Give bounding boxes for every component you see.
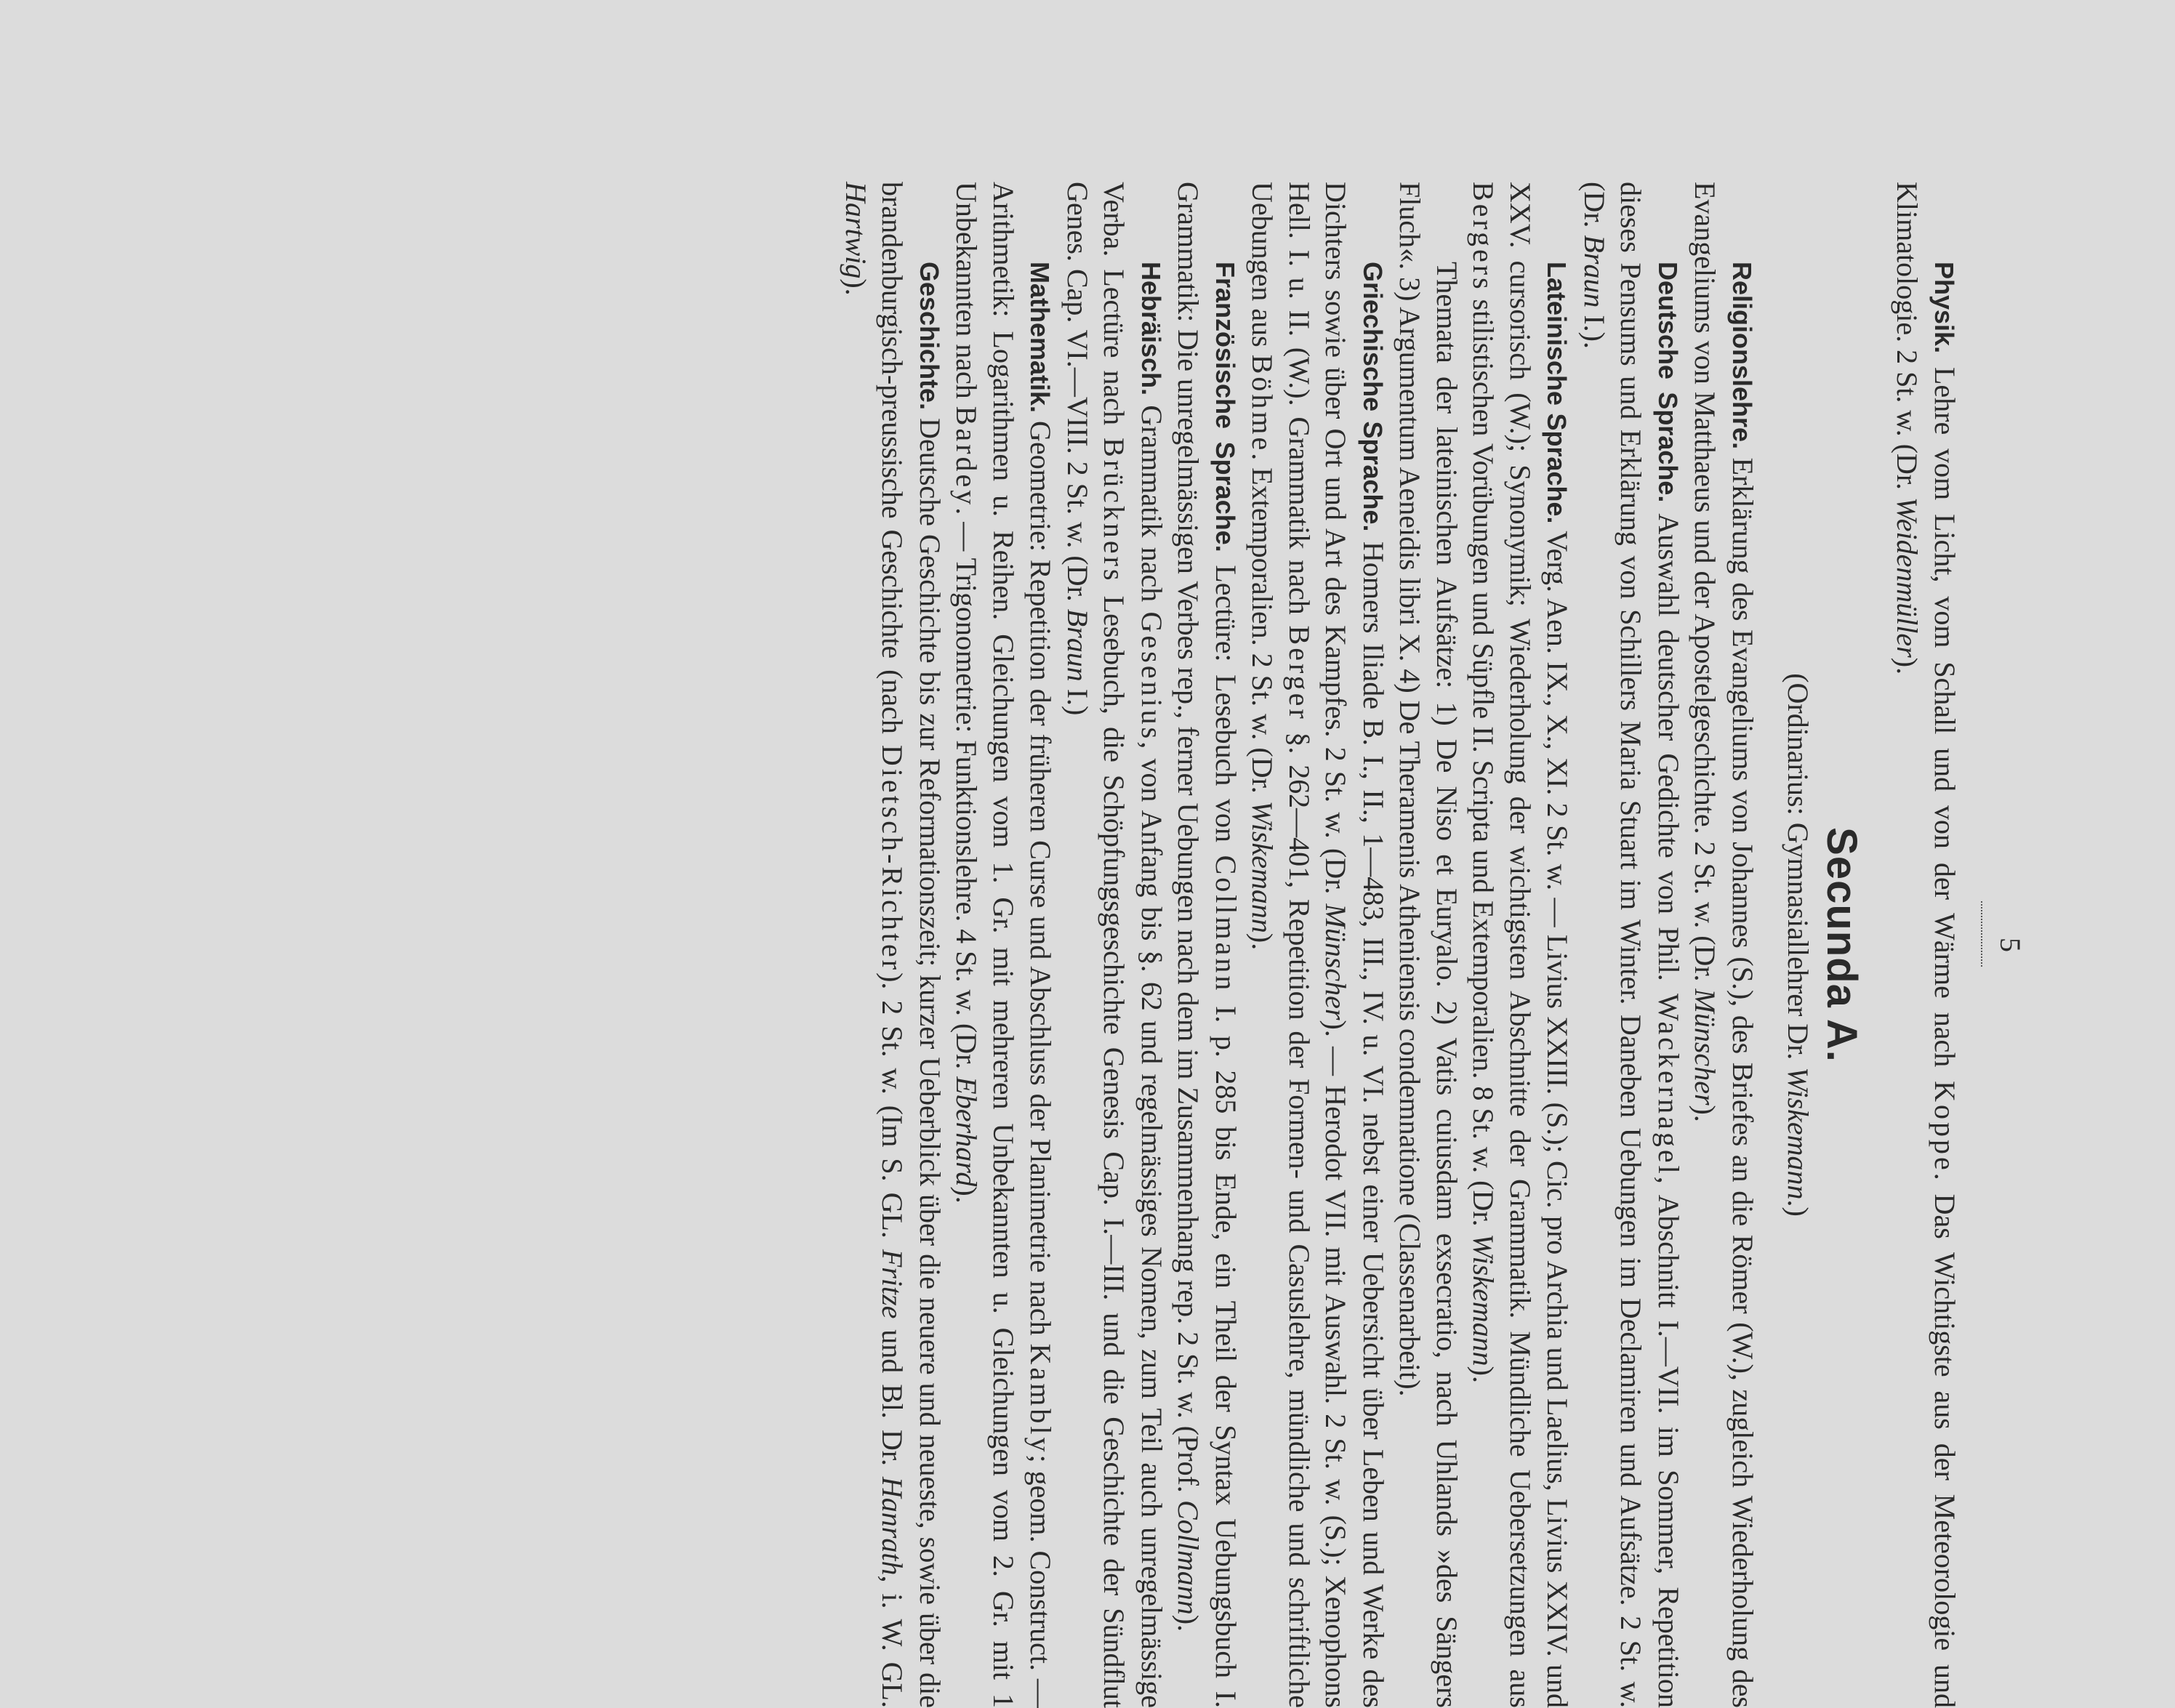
geschichte-heading: Geschichte.: [914, 262, 944, 411]
griechisch-paragraph: Griechische Sprache. Homers Iliade B. I., II., 1—483, III., IV. u. VI. nebst einer Uebersicht über Leben und Werke des Dichters sowie über Ort und Art des Kampfes. 2 St. w. (Dr. Münscher). — Herodot VII. mit Auswahl. 2 St. w. (S.); Xenophons Hell. I. u. II. (W.). Grammatik nach Berger §. 262—401, Repetition der Formen- und Casuslehre, mündliche und schriftliche Uebungen aus Böhme. Extemporalien. 2 St. w. (Dr. Wiskemann).: [1246, 182, 1390, 1708]
subjects-body: [837, 182, 1761, 1708]
deutsch-paragraph: Deutsche Sprache. Auswahl deutscher Gedichte von Phil. Wackernagel, Abschnitt I.—VII. im Sommer, Repetition dieses Pensums und Erklärung von Schillers Maria Stuart im Winter. Daneben Uebungen im Declamiren und Aufsätze. 2 St. w. (Dr. Braun I.).: [1578, 182, 1685, 1708]
mathematik-heading: Mathematik.: [1025, 262, 1056, 414]
geschichte-paragraph: Geschichte. Deutsche Geschichte bis zur Reformationszeit; kurzer Ueberblick über die neuere und neueste, sowie über die brandenburgisch-preussische Geschichte (nach Dietsch-Richter). 2 St. w. (Im S. GL. Fritze und Bl. Dr. Hanrath, i. W. GL. Hartwig).: [840, 182, 946, 1708]
folio-divider: [1981, 901, 1982, 967]
griechisch-heading: Griechische Sprache.: [1358, 262, 1388, 532]
latein-paragraph: Lateinische Sprache. Verg. Aen. IX., X., XI. 2 St. w. — Livius XXIII. (S.); Cic. pro Archia und Laelius, Livius XXIV. und XXV. cursorisch (W.); Synonymik; Wiederholung der wichtigsten Abschnitte der Grammatik. Mündliche Uebersetzungen aus Bergers stilistischen Vorübungen und Süpfle II. Scripta und Extemporalien. 8 St. w. (Dr. Wiskemann).: [1467, 182, 1575, 1708]
page-number: 5: [1994, 938, 2027, 952]
section-header: [1780, 182, 1868, 1708]
franzoesisch-paragraph: Französische Sprache. Lectüre: Lesebuch von Collmann I. p. 285 bis Ende, ein Theil der Syntax Uebungsbuch I. Grammatik: Die unregelmässigen Verbes rep., ferner Uebungen nach dem im Zusammenhang rep. 2 St. w. (Prof. Collmann).: [1172, 182, 1242, 1708]
ordinarius-line: (Ordinarius: Gymnasiallehrer Dr. Wiskemann.): [1782, 673, 1814, 1217]
physik-heading: Physik.: [1929, 262, 1959, 354]
religion-heading: Religionslehre.: [1727, 262, 1757, 450]
franzoesisch-heading: Französische Sprache.: [1210, 262, 1240, 552]
section-title: Secunda A.: [1818, 827, 1865, 1063]
latein-themata: Themata der lateinischen Aufsätze: 1) De Niso et Euryalo. 2) Vatis cuiusdam exsecratio, nach Uhlands »des Sängers Fluch«. 3) Argumentum Aeneidis libri X. 4) De Theramenis Atheniensis condemnatione (Classenarbeit).: [1394, 182, 1463, 1708]
physik-paragraph: Physik. Lehre vom Licht, vom Schall und von der Wärme nach Koppe. Das Wichtigste aus der Meteorologie und Klimatologie. 2 St. w. (Dr. Weidenmüller).: [1891, 182, 1961, 1708]
deutsch-heading: Deutsche Sprache.: [1653, 262, 1683, 503]
document-page: [400, 182, 2035, 1708]
latein-heading: Lateinische Sprache.: [1542, 262, 1572, 524]
mathematik-paragraph: Mathematik. Geometrie: Repetition der früheren Curse und Abschluss der Planimetrie nach Kambly; geom. Construct. — Arithmetik: Logarithmen u. Reihen. Gleichungen vom 1. Gr. mit mehreren Unbekannten u. Gleichungen vom 2. Gr. mit 1 Unbekannten nach Bardey. — Trigonometrie: Funktionslehre. 4 St. w. (Dr. Eberhard).: [950, 182, 1058, 1708]
hebraeisch-heading: Hebräisch.: [1136, 262, 1166, 396]
religion-paragraph: Religionslehre. Erklärung des Evangeliums von Johannes (S.), des Briefes an die Römer (W.), zugleich Wiederholung des Evangeliums von Matthaeus und der Apostelgeschichte. 2 St. w. (Dr. Münscher).: [1689, 182, 1759, 1708]
hebraeisch-paragraph: Hebräisch. Grammatik nach Gesenius, von Anfang bis §. 62 und regelmässiges Nomen, zum Teil auch unregelmässige Verba. Lectüre nach Brückners Lesebuch, die Schöpfungsgeschichte Genesis Cap. I.—III. und die Geschichte der Sündflut Genes. Cap. VI.—VIII. 2 St. w. (Dr. Braun I.): [1061, 182, 1168, 1708]
